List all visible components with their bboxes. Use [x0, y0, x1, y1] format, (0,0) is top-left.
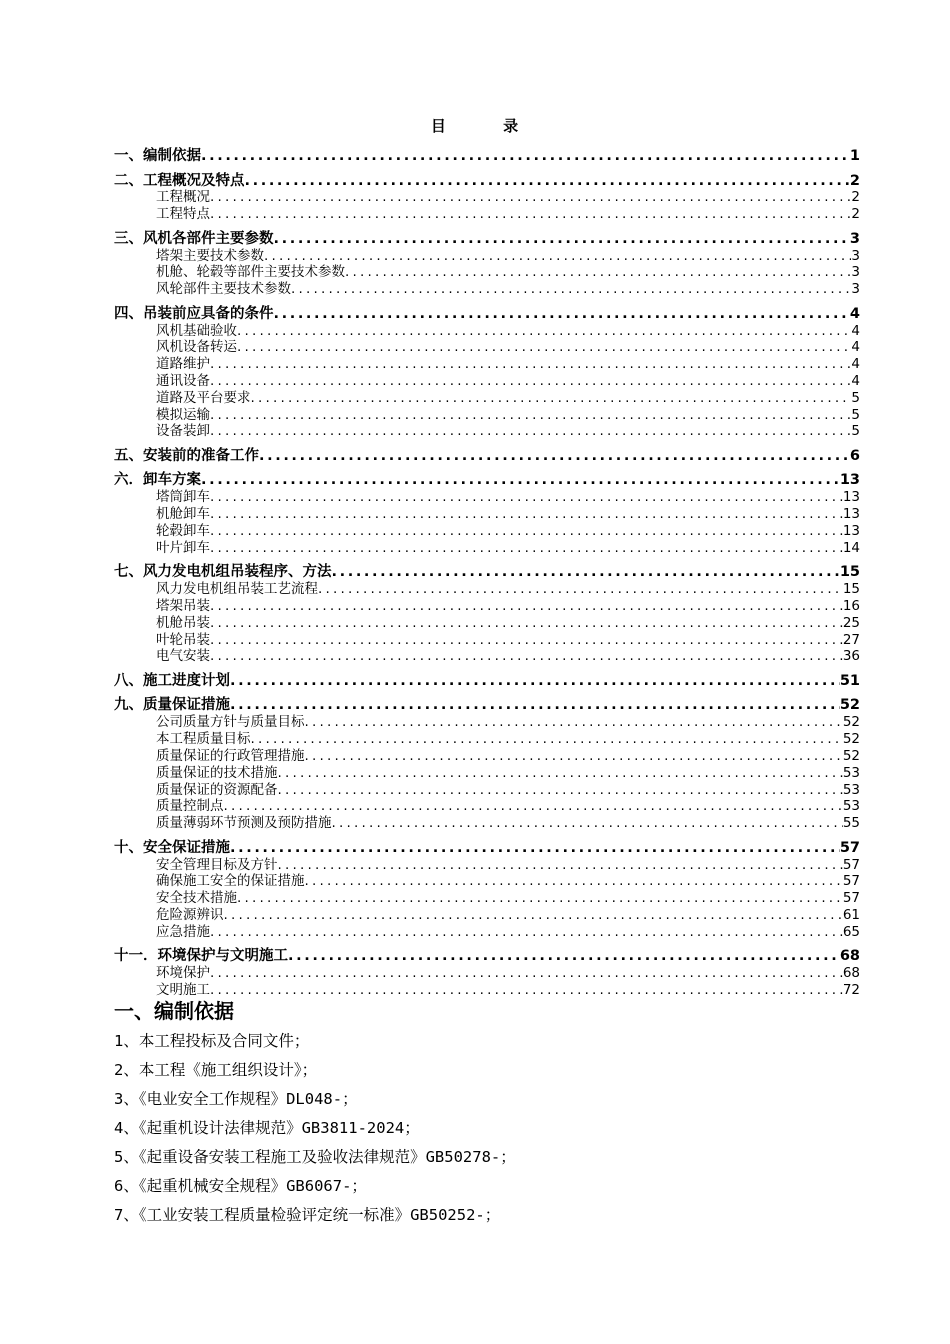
toc-entry-chapter[interactable]	[114, 556, 860, 581]
toc-entry-section[interactable]	[114, 206, 860, 223]
toc-dot-leader	[210, 424, 851, 440]
toc-entry-section[interactable]	[114, 815, 860, 832]
toc-dot-leader	[210, 633, 843, 649]
toc-entry-label: 叶片卸车	[156, 539, 210, 556]
toc-entry-page: 55	[842, 815, 860, 832]
toc-dot-leader	[251, 732, 843, 748]
toc-dot-leader	[201, 472, 840, 489]
toc-dot-leader	[237, 340, 851, 356]
toc-dot-leader	[251, 391, 852, 407]
toc-entry-section[interactable]	[114, 390, 860, 407]
toc-dot-leader	[201, 148, 850, 165]
toc-entry-label: 五、安装前的准备工作	[114, 447, 259, 464]
toc-entry-section[interactable]	[114, 907, 860, 924]
toc-entry-section[interactable]	[114, 540, 860, 557]
toc-entry-label: 工程概况	[156, 189, 210, 206]
toc-entry-chapter[interactable]	[114, 223, 860, 248]
list-item: 4、《起重机设计法律规范》GB3811-2024；	[114, 1119, 420, 1137]
toc-entry-label: 塔架吊装	[156, 597, 210, 614]
toc-entry-section[interactable]	[114, 189, 860, 206]
toc-entry-page: 15	[839, 564, 860, 581]
toc-dot-leader	[224, 908, 843, 924]
toc-dot-leader	[210, 408, 851, 424]
toc-entry-section[interactable]	[114, 264, 860, 281]
toc-dot-leader	[318, 582, 843, 598]
toc-entry-page: 57	[842, 890, 860, 907]
toc-entry-section[interactable]	[114, 965, 860, 982]
toc-entry-label: 风轮部件主要技术参数	[156, 281, 291, 298]
toc-entry-chapter[interactable]	[114, 165, 860, 190]
toc-entry-page: 3	[849, 230, 860, 247]
toc-entry-label: 机舱吊装	[156, 614, 210, 631]
toc-dot-leader	[230, 673, 840, 690]
toc-dot-leader	[210, 524, 843, 540]
toc-entry-chapter[interactable]	[114, 440, 860, 465]
toc-entry-section[interactable]	[114, 923, 860, 940]
toc-entry-label: 应急措施	[156, 923, 210, 940]
toc-dot-leader	[210, 599, 843, 615]
toc-dot-leader	[305, 874, 843, 890]
toc-dot-leader	[210, 616, 843, 632]
toc-dot-leader	[245, 173, 850, 190]
toc-entry-chapter[interactable]	[114, 298, 860, 323]
toc-dot-leader	[237, 891, 843, 907]
toc-entry-chapter[interactable]	[114, 689, 860, 714]
toc-entry-chapter[interactable]	[114, 140, 860, 165]
toc-entry-page: 13	[839, 472, 860, 489]
toc-entry-section[interactable]	[114, 523, 860, 540]
toc-entry-page: 65	[842, 923, 860, 940]
toc-entry-label: 质量保证的行政管理措施	[156, 747, 305, 764]
toc-entry-section[interactable]	[114, 373, 860, 390]
toc-title: 目 录	[430, 117, 545, 135]
toc-entry-section[interactable]	[114, 581, 860, 598]
toc-entry-page: 61	[842, 906, 860, 923]
toc-entry-page: 53	[842, 781, 860, 798]
toc-dot-leader	[210, 541, 843, 557]
toc-entry-label: 风力发电机组吊装工艺流程	[156, 581, 318, 598]
toc-entry-section[interactable]	[114, 748, 860, 765]
toc-entry-label: 确保施工安全的保证措施	[156, 873, 305, 890]
toc-dot-leader	[332, 816, 843, 832]
toc-entry-page: 57	[842, 856, 860, 873]
toc-dot-leader	[237, 324, 851, 340]
toc-dot-leader	[278, 766, 843, 782]
toc-entry-page: 3	[851, 281, 860, 298]
toc-entry-page: 4	[851, 356, 860, 373]
toc-entry-page: 13	[842, 489, 860, 506]
toc-entry-page: 3	[851, 264, 860, 281]
toc-entry-page: 52	[842, 714, 860, 731]
toc-dot-leader	[288, 948, 840, 965]
toc-entry-label: 塔筒卸车	[156, 489, 210, 506]
toc-entry-page: 13	[842, 523, 860, 539]
toc-entry-section[interactable]	[114, 764, 860, 781]
toc-entry-page: 16	[842, 597, 860, 614]
toc-entry-label: 设备装卸	[156, 423, 210, 440]
toc-dot-leader	[210, 190, 851, 206]
toc-entry-section[interactable]	[114, 781, 860, 798]
toc-dot-leader	[305, 749, 843, 765]
toc-entry-chapter[interactable]	[114, 465, 860, 490]
list-item: 6、《起重机械安全规程》GB6067-；	[114, 1177, 367, 1195]
toc-entry-page: 52	[842, 747, 860, 764]
toc-entry-label: 十一．环境保护与文明施工	[114, 948, 288, 965]
toc-entry-label: 道路维护	[156, 356, 210, 373]
toc-entry-label: 叶轮吊装	[156, 631, 210, 648]
toc-entry-page: 2	[851, 206, 860, 223]
basis-list	[114, 1031, 874, 1234]
toc-entry-section[interactable]	[114, 489, 860, 506]
toc-entry-section[interactable]	[114, 890, 860, 907]
toc-entry-label: 公司质量方针与质量目标	[156, 714, 305, 731]
toc-entry-page: 2	[851, 189, 860, 206]
toc-entry-page: 5	[851, 423, 860, 440]
toc-entry-section[interactable]	[114, 598, 860, 615]
toc-entry-section[interactable]	[114, 615, 860, 632]
toc-entry-section[interactable]	[114, 856, 860, 873]
toc-entry-page: 4	[851, 339, 860, 356]
toc-entry-label: 质量保证的资源配备	[156, 781, 278, 798]
section-heading: 一、编制依据	[114, 999, 234, 1023]
toc-dot-leader	[210, 983, 843, 999]
toc-entry-label: 质量薄弱环节预测及预防措施	[156, 815, 332, 832]
toc-entry-page: 6	[849, 447, 860, 464]
toc-entry-chapter[interactable]	[114, 832, 860, 857]
toc-entry-page: 25	[842, 614, 860, 631]
toc-entry-page: 51	[839, 672, 860, 689]
toc-entry-section[interactable]	[114, 631, 860, 648]
toc-entry-label: 质量控制点	[156, 798, 224, 815]
toc-entry-page: 68	[842, 965, 860, 982]
toc-entry-label: 风机设备转运	[156, 339, 237, 356]
toc-entry-label: 一、编制依据	[114, 147, 201, 164]
list-item: 1、本工程投标及合同文件；	[114, 1032, 310, 1050]
toc-dot-leader	[345, 265, 851, 281]
toc-entry-page: 52	[842, 731, 860, 748]
toc-dot-leader	[224, 799, 843, 815]
toc-entry-label: 环境保护	[156, 965, 210, 982]
toc-entry-page: 53	[842, 764, 860, 781]
toc-entry-page: 5	[851, 406, 860, 423]
toc-entry-page: 13	[842, 506, 860, 523]
toc-entry-label: 九、质量保证措施	[114, 697, 230, 714]
toc-entry-page: 36	[842, 648, 860, 665]
toc-entry-page: 5	[851, 389, 860, 406]
toc-entry-page: 4	[849, 305, 860, 322]
toc-dot-leader	[210, 507, 843, 523]
toc-entry-section[interactable]	[114, 714, 860, 731]
toc-dot-leader	[332, 564, 840, 581]
toc-dot-leader	[291, 282, 851, 298]
toc-entry-label: 安全管理目标及方针	[156, 856, 278, 873]
toc-entry-label: 二、工程概况及特点	[114, 172, 245, 189]
toc-entry-label: 电气安装	[156, 648, 210, 665]
toc-entry-label: 通讯设备	[156, 373, 210, 390]
toc-entry-page: 2	[849, 172, 860, 189]
toc-entry-section[interactable]	[114, 356, 860, 373]
toc-dot-leader	[278, 783, 843, 799]
toc-entry-section[interactable]	[114, 506, 860, 523]
toc-entry-label: 机舱卸车	[156, 506, 210, 523]
toc-entry-label: 工程特点	[156, 206, 210, 223]
toc-dot-leader	[210, 925, 843, 941]
toc-entry-chapter[interactable]	[114, 940, 860, 965]
toc-dot-leader	[230, 697, 840, 714]
toc-entry-section[interactable]	[114, 322, 860, 339]
toc-entry-page: 1	[849, 147, 860, 164]
toc-entry-section[interactable]	[114, 648, 860, 665]
toc-entry-page: 4	[851, 373, 860, 390]
toc-entry-label: 文明施工	[156, 981, 210, 998]
toc-entry-page: 15	[842, 581, 860, 598]
toc-entry-page: 53	[842, 798, 860, 815]
toc-dot-leader	[210, 490, 843, 506]
toc-entry-section[interactable]	[114, 798, 860, 815]
toc-entry-section[interactable]	[114, 423, 860, 440]
toc-entry-page: 14	[842, 539, 860, 556]
toc-entry-label: 三、风机各部件主要参数	[114, 230, 274, 247]
toc-entry-label: 轮毂卸车	[156, 523, 210, 539]
toc-entry-label: 八、施工进度计划	[114, 672, 230, 689]
toc-entry-label: 模拟运输	[156, 406, 210, 423]
toc-entry-label: 质量保证的技术措施	[156, 764, 278, 781]
toc-entry-section[interactable]	[114, 247, 860, 264]
toc-dot-leader	[274, 231, 850, 248]
toc-dot-leader	[210, 649, 843, 665]
toc-entry-page: 3	[851, 247, 860, 264]
toc-entry-page: 57	[839, 839, 860, 856]
toc-dot-leader	[278, 858, 843, 874]
toc-entry-section[interactable]	[114, 339, 860, 356]
toc-dot-leader	[259, 448, 850, 465]
toc-entry-page: 68	[839, 948, 860, 965]
list-item: 7、《工业安装工程质量检验评定统一标准》GB50252-；	[114, 1206, 501, 1224]
toc-entry-label: 风机基础验收	[156, 322, 237, 339]
toc-entry-section[interactable]	[114, 873, 860, 890]
toc-dot-leader	[274, 306, 850, 323]
toc-dot-leader	[210, 357, 851, 373]
toc-entry-label: 机舱、轮毂等部件主要技术参数	[156, 264, 345, 281]
toc-entry-label: 十、安全保证措施	[114, 839, 230, 856]
toc-entry-page: 57	[842, 873, 860, 890]
toc-dot-leader	[264, 249, 851, 265]
list-item: 5、《起重设备安装工程施工及验收法律规范》GB50278-；	[114, 1148, 516, 1166]
toc-dot-leader	[230, 840, 840, 857]
toc-entry-label: 七、风力发电机组吊装程序、方法	[114, 564, 332, 581]
table-of-contents	[114, 140, 860, 998]
toc-entry-section[interactable]	[114, 281, 860, 298]
toc-entry-label: 安全技术措施	[156, 890, 237, 907]
toc-entry-section[interactable]	[114, 406, 860, 423]
toc-entry-page: 52	[839, 697, 860, 714]
toc-entry-label: 四、吊装前应具备的条件	[114, 305, 274, 322]
toc-dot-leader	[210, 966, 843, 982]
toc-entry-page: 27	[842, 631, 860, 648]
toc-dot-leader	[210, 207, 851, 223]
toc-entry-page: 72	[842, 981, 860, 998]
toc-entry-label: 本工程质量目标	[156, 731, 251, 748]
toc-entry-section[interactable]	[114, 731, 860, 748]
list-item: 2、本工程《施工组织设计》；	[114, 1061, 318, 1079]
list-item: 3、《电业安全工作规程》DL048-；	[114, 1090, 358, 1108]
toc-dot-leader	[305, 715, 843, 731]
toc-entry-label: 危险源辨识	[156, 906, 224, 923]
toc-entry-label: 道路及平台要求	[156, 389, 251, 406]
toc-entry-label: 六．卸车方案	[114, 472, 201, 489]
toc-dot-leader	[210, 374, 851, 390]
toc-entry-label: 塔架主要技术参数	[156, 247, 264, 264]
toc-entry-chapter[interactable]	[114, 665, 860, 690]
toc-entry-page: 4	[851, 322, 860, 339]
